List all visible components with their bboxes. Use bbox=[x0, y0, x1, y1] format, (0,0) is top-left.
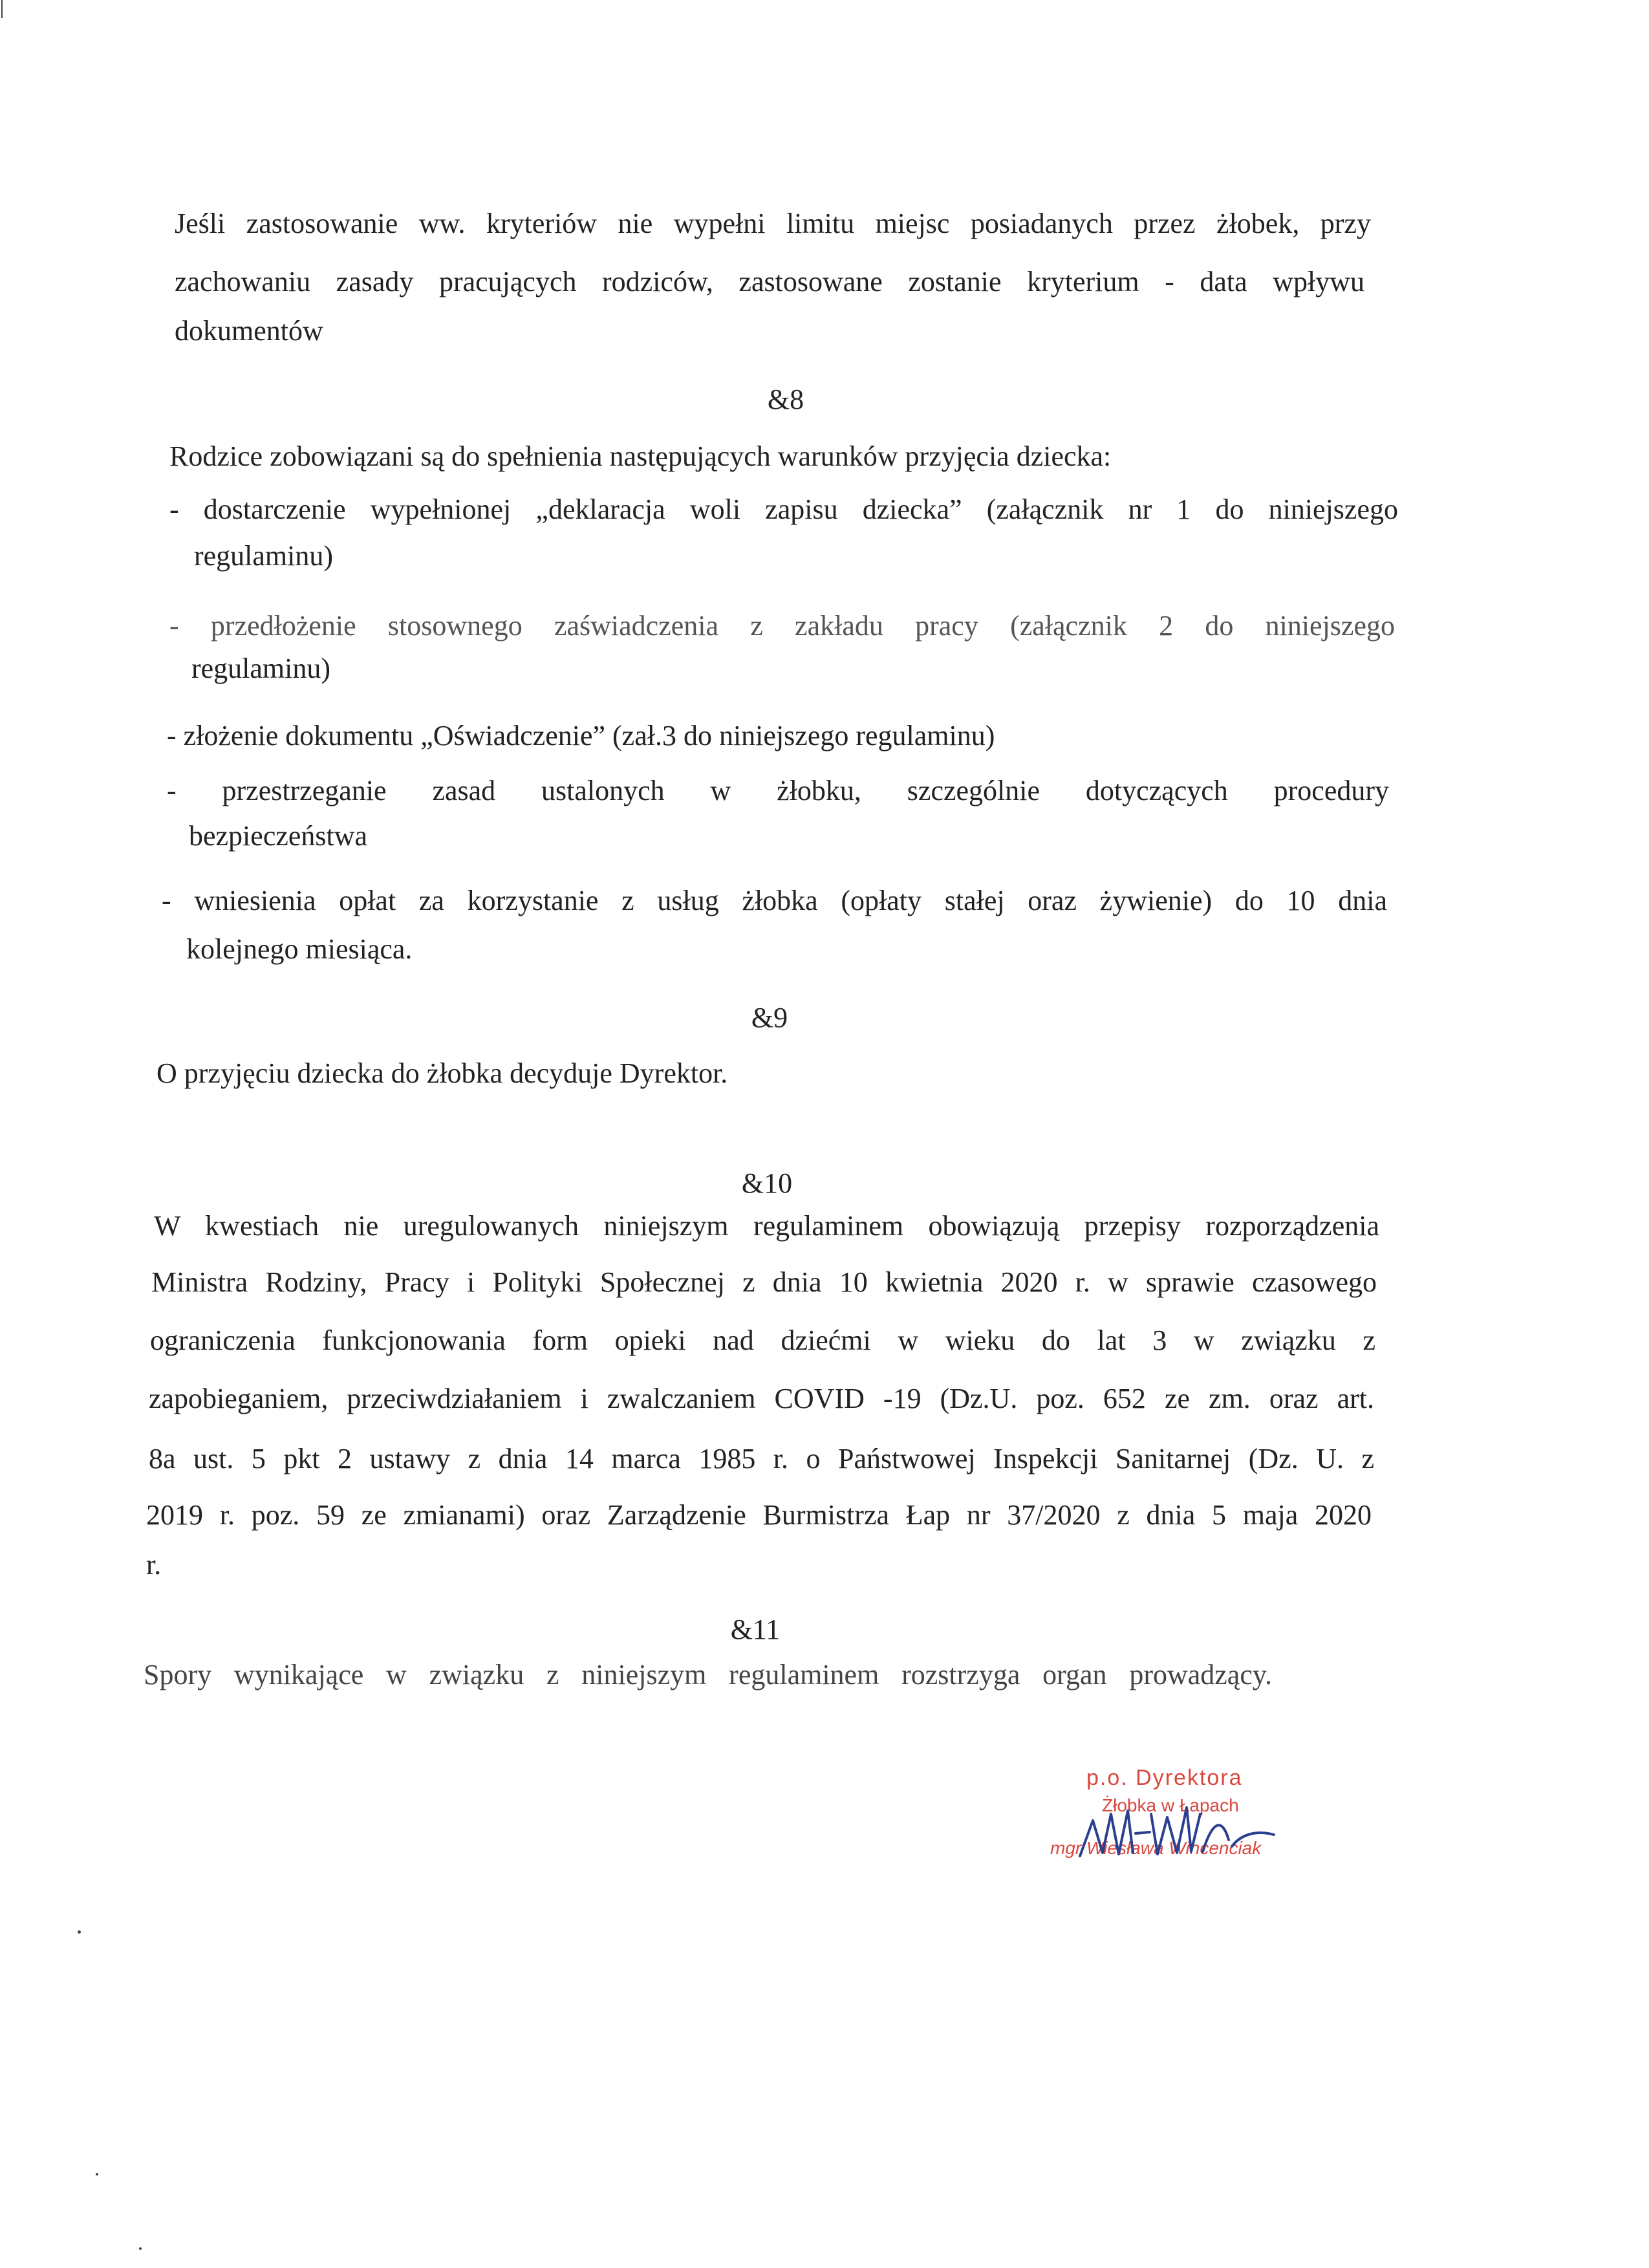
intro-line-3: dokumentów bbox=[175, 315, 323, 347]
section8-item-2-line2: regulaminu) bbox=[191, 653, 331, 684]
section10-line-4: zapobieganiem, przeciwdziałaniem i zwalczaniem COVID -19 (Dz.U. poz. 652 ze zm. oraz art. bbox=[149, 1383, 1374, 1414]
section8-item-4-line2: bezpieczeństwa bbox=[189, 820, 368, 852]
section8-item-5-line2: kolejnego miesiąca. bbox=[186, 933, 413, 965]
stamp-name: mgr Wiesława Wincenciak bbox=[1050, 1838, 1262, 1858]
section8-item-1-line1: - dostarczenie wypełnionej „deklaracja woli zapisu dziecka” (załącznik nr 1 do niniejszego bbox=[169, 493, 1398, 525]
intro-line-2: zachowaniu zasady pracujących rodziców, zastosowane zostanie kryterium - data wpływu bbox=[175, 266, 1364, 297]
section10-line-3: ograniczenia funkcjonowania form opieki nad dziećmi w wieku do lat 3 w związku z bbox=[150, 1324, 1375, 1356]
section8-heading: &8 bbox=[767, 383, 804, 415]
section10-line-1: W kwestiach nie uregulowanych niniejszym regulaminem obowiązują przepisy rozporządzenia bbox=[154, 1210, 1379, 1242]
scan-dust-speck bbox=[78, 1930, 81, 1934]
section8-item-3-line1: - złożenie dokumentu „Oświadczenie” (zał.3 do niniejszego regulaminu) bbox=[167, 720, 995, 751]
section8-item-2-line1: - przedłożenie stosownego zaświadczenia z zakładu pracy (załącznik 2 do niniejszego bbox=[169, 610, 1395, 642]
section8-item-4-line1: - przestrzeganie zasad ustalonych w żłobku, szczególnie dotyczących procedury bbox=[167, 775, 1389, 806]
section10-line-5: 8a ust. 5 pkt 2 ustawy z dnia 14 marca 1985 r. o Państwowej Inspekcji Sanitarnej (Dz. U. z bbox=[149, 1443, 1374, 1474]
stamp-title: p.o. Dyrektora bbox=[1086, 1766, 1243, 1790]
section8-item-5-line1: - wniesienia opłat za korzystanie z usług żłobka (opłaty stałej oraz żywienie) do 10 dnia bbox=[162, 885, 1387, 916]
scan-dust-speck bbox=[139, 2247, 142, 2250]
intro-line-1: Jeśli zastosowanie ww. kryteriów nie wypełni limitu miejsc posiadanych przez żłobek, przy bbox=[175, 208, 1371, 239]
scan-dust-speck bbox=[96, 2173, 98, 2176]
section9-heading: &9 bbox=[751, 1002, 788, 1033]
section9-text: O przyjęciu dziecka do żłobka decyduje Dyrektor. bbox=[156, 1057, 728, 1089]
section11-heading: &11 bbox=[730, 1614, 781, 1645]
section8-item-1-line2: regulaminu) bbox=[194, 540, 334, 572]
section10-line-2: Ministra Rodziny, Pracy i Polityki Społecznej z dnia 10 kwietnia 2020 r. w sprawie czasowego bbox=[151, 1266, 1377, 1298]
section10-line-7: r. bbox=[146, 1549, 162, 1581]
scan-edge-mark bbox=[1, 0, 3, 18]
section8-intro: Rodzice zobowiązani są do spełnienia następujących warunków przyjęcia dziecka: bbox=[169, 440, 1112, 472]
stamp-subtitle: Żłobka w Łapach bbox=[1102, 1795, 1239, 1815]
handwritten-signature bbox=[1073, 1795, 1280, 1866]
section11-text: Spory wynikające w związku z niniejszym regulaminem rozstrzyga organ prowadzący. bbox=[144, 1659, 1272, 1690]
section10-line-6: 2019 r. poz. 59 ze zmianami) oraz Zarządzenie Burmistrza Łap nr 37/2020 z dnia 5 maja 2020 bbox=[146, 1499, 1372, 1531]
section10-heading: &10 bbox=[741, 1167, 793, 1199]
